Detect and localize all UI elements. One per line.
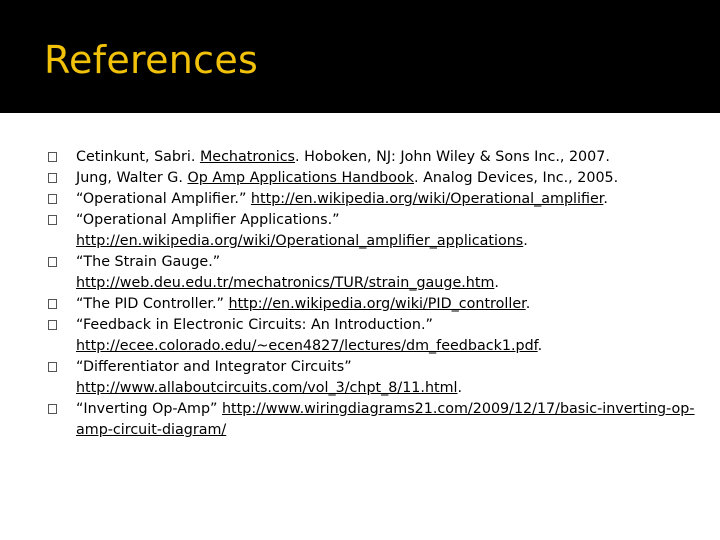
reference-text: . [537, 338, 543, 354]
reference-text: “Inverting Op-Amp” [76, 401, 222, 417]
reference-text: “Differentiator and Integrator Circuits” [76, 359, 352, 375]
reference-link[interactable]: http://en.wikipedia.org/wiki/Operational_amplifier_applications [76, 233, 524, 249]
reference-item [48, 252, 698, 294]
reference-text: “The PID Controller.” [76, 296, 229, 312]
title-bar [0, 0, 720, 113]
book-title: Mechatronics [199, 149, 296, 165]
reference-link[interactable]: http://web.deu.edu.tr/mechatronics/TUR/strain_gauge.htm [76, 275, 495, 291]
slide-body [0, 113, 720, 540]
square-bullet-icon [48, 320, 57, 330]
square-bullet-icon [48, 194, 57, 204]
reference-item [48, 294, 698, 315]
reference-text: “Operational Amplifier.” [76, 191, 251, 207]
reference-text: . [525, 296, 531, 312]
reference-text: . [603, 191, 608, 207]
reference-text: “Operational Amplifier Applications.” [76, 212, 340, 228]
square-bullet-icon [48, 173, 57, 183]
square-bullet-icon [48, 362, 57, 372]
reference-text: Cetinkunt, Sabri. [76, 149, 200, 165]
reference-text: “The Strain Gauge.” [76, 254, 221, 270]
book-title: Op Amp Applications Handbook [187, 170, 415, 186]
reference-text: . [457, 380, 463, 396]
reference-link[interactable]: http://www.wiringdiagrams21.com/2009/12/17/basic-inverting-op-amp-circuit-diagram/ [76, 401, 695, 438]
reference-item [48, 357, 698, 399]
square-bullet-icon [48, 215, 57, 225]
reference-link[interactable]: http://ecee.colorado.edu/~ecen4827/lectures/dm_feedback1.pdf [76, 338, 538, 354]
reference-text: . [523, 233, 528, 249]
slide-title: References [44, 38, 259, 82]
square-bullet-icon [48, 299, 57, 309]
reference-link[interactable]: http://en.wikipedia.org/wiki/Operational_amplifier [250, 191, 604, 207]
reference-item [48, 189, 698, 210]
square-bullet-icon [48, 404, 57, 414]
reference-text: Jung, Walter G. [76, 170, 188, 186]
reference-item [48, 147, 698, 168]
reference-text: . Analog Devices, Inc., 2005. [414, 170, 619, 186]
reference-text: . Hoboken, NJ: John Wiley & Sons Inc., 2007. [295, 149, 610, 165]
reference-link[interactable]: http://en.wikipedia.org/wiki/PID_controller [228, 296, 526, 312]
reference-item [48, 168, 698, 189]
reference-item [48, 210, 698, 252]
reference-link[interactable]: http://www.allaboutcircuits.com/vol_3/chpt_8/11.html [76, 380, 458, 396]
reference-text: . [494, 275, 499, 291]
reference-item [48, 399, 698, 441]
square-bullet-icon [48, 152, 57, 162]
reference-list [48, 147, 698, 441]
reference-item [48, 315, 698, 357]
square-bullet-icon [48, 257, 57, 267]
reference-text: “Feedback in Electronic Circuits: An Introduction.” [76, 317, 433, 333]
